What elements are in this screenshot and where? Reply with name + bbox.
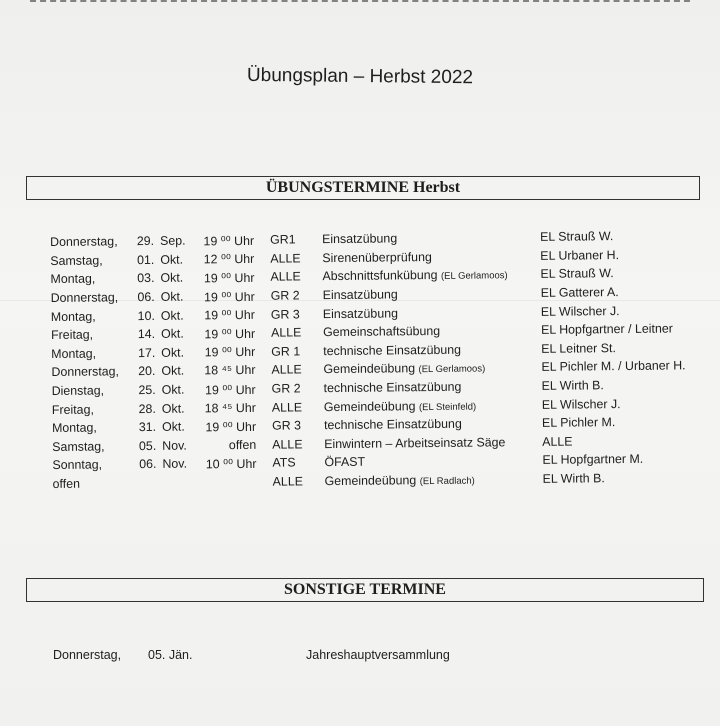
exercise-location-note: (EL Steinfeld)	[418, 401, 477, 413]
date-cell: 17.	[137, 345, 156, 360]
time-cell	[197, 472, 273, 491]
exercise-cell: Gemeindeübung (EL Gerlamoos)	[323, 361, 486, 377]
leader-cell: EL Leitner St.	[541, 340, 616, 356]
day-cell: Samstag,	[50, 253, 103, 268]
exercise-cell: Abschnittsfunkübung (EL Gerlamoos)	[322, 268, 508, 284]
month-cell: Okt.	[161, 364, 185, 379]
group-cell: ALLE	[270, 251, 301, 266]
exercise-location-note: (EL Radlach)	[419, 475, 475, 488]
month-cell: Okt.	[160, 326, 184, 342]
time-cell: 18 ⁴⁵ Uhr	[204, 363, 256, 378]
day-cell: Samstag,	[52, 439, 105, 454]
day-cell: Montag,	[50, 272, 96, 287]
group-cell: GR 2	[271, 381, 301, 396]
leader-cell: EL Strauß W.	[540, 266, 614, 282]
time-cell: 19 ⁰⁰ Uhr	[204, 308, 255, 323]
group-cell: ALLE	[272, 437, 303, 452]
month-cell: Okt.	[161, 345, 185, 360]
time-cell: 19 ⁰⁰ Uhr	[204, 345, 256, 360]
group-cell: GR 3	[271, 418, 302, 433]
date-cell: 05.	[138, 438, 157, 453]
leader-cell: EL Hopfgartner M.	[542, 452, 644, 468]
month-cell	[163, 473, 197, 492]
time-cell: 12 ⁰⁰ Uhr	[203, 252, 255, 267]
month-cell: Okt.	[160, 252, 184, 267]
time-cell: offen	[228, 437, 257, 452]
exercise-cell: ÖFAST	[324, 455, 366, 470]
exercise-cell: technische Einsatzübung	[323, 416, 462, 433]
day-cell: Sonntag,	[52, 457, 103, 473]
group-cell: GR 1	[271, 344, 301, 359]
month-cell: Okt.	[161, 401, 185, 416]
day-cell: offen	[52, 476, 81, 492]
leader-cell: ALLE	[542, 434, 573, 449]
day-cell: Donnerstag,	[50, 234, 118, 250]
time-cell: 19 ⁰⁰ Uhr	[203, 233, 255, 249]
day-cell: Donnerstag,	[50, 290, 119, 306]
date-cell: 31.	[138, 420, 157, 435]
section-heading-exercises: ÜBUNGSTERMINE Herbst	[26, 176, 700, 200]
month-cell: Nov.	[162, 457, 188, 472]
time-cell: 10 ⁰⁰ Uhr	[205, 456, 257, 472]
exercise-location-note: (EL Gerlamoos)	[440, 270, 508, 283]
leader-cell: EL Pichler M. / Urbaner H.	[541, 358, 686, 375]
date-cell: 01.	[136, 252, 155, 267]
month-cell: Okt.	[160, 289, 184, 304]
date-cell: 29.	[136, 234, 155, 249]
schedule-table	[50, 226, 703, 493]
exercise-cell: Einwintern – Arbeitseinsatz Säge	[324, 435, 506, 451]
section-heading-other: SONSTIGE TERMINE	[26, 578, 704, 602]
date-cell	[129, 474, 163, 493]
time-cell: 19 ⁰⁰ Uhr	[204, 326, 256, 342]
exercise-cell: Einsatzübung	[322, 306, 399, 321]
group-cell: GR1	[270, 232, 296, 247]
day-cell: Montag,	[51, 346, 97, 361]
other-event: Jahreshauptversammlung	[306, 648, 450, 662]
date-cell: 28.	[138, 401, 156, 416]
group-cell: GR 3	[270, 307, 300, 322]
other-day: Donnerstag,	[53, 648, 122, 662]
leader-cell: EL Gatterer A.	[540, 285, 619, 300]
group-cell: ALLE	[272, 474, 304, 489]
leader-cell: EL Hopfgartner / Leitner	[540, 321, 673, 338]
leader-cell: EL Wirth B.	[542, 471, 605, 486]
month-cell: Sep.	[160, 233, 186, 249]
time-cell: 18 ⁴⁵ Uhr	[204, 400, 256, 416]
day-cell: Donnerstag,	[51, 364, 120, 380]
exercise-cell: Gemeinschaftsübung	[322, 324, 441, 340]
month-cell: Okt.	[161, 419, 185, 435]
day-cell: Dienstag,	[51, 383, 105, 399]
group-cell: ALLE	[271, 400, 303, 415]
date-cell: 20.	[138, 364, 156, 379]
group-cell: ALLE	[271, 362, 302, 378]
month-cell: Okt.	[160, 308, 184, 323]
time-cell: 19 ⁰⁰ Uhr	[203, 270, 255, 286]
leader-cell: EL Urbaner H.	[540, 247, 620, 263]
month-cell: Okt.	[161, 382, 185, 397]
time-cell: 19 ⁰⁰ Uhr	[205, 419, 257, 435]
exercise-cell: technische Einsatzübung	[323, 342, 462, 359]
month-cell: Nov.	[162, 438, 187, 453]
exercise-cell: Gemeindeübung (EL Radlach)	[324, 473, 475, 489]
month-cell: Okt.	[160, 271, 184, 286]
leader-cell: EL Wirth B.	[541, 378, 604, 393]
group-cell: ATS	[272, 455, 296, 471]
exercise-cell: Gemeindeübung (EL Steinfeld)	[323, 398, 477, 414]
exercise-cell: Einsatzübung	[322, 287, 398, 303]
time-cell: 19 ⁰⁰ Uhr	[205, 382, 256, 397]
date-cell: 25.	[138, 382, 156, 398]
day-cell: Montag,	[50, 309, 96, 324]
page-title: Übungsplan – Herbst 2022	[246, 64, 474, 89]
page-top-border	[30, 0, 690, 6]
group-cell: ALLE	[270, 269, 301, 285]
time-cell: 19 ⁰⁰ Uhr	[204, 289, 255, 304]
date-cell: 14.	[137, 327, 156, 342]
date-cell: 03.	[137, 271, 155, 286]
group-cell: GR 2	[270, 288, 300, 303]
day-cell: Freitag,	[51, 402, 94, 417]
exercise-location-note: (EL Gerlamoos)	[418, 363, 486, 376]
other-date: 05. Jän.	[148, 648, 193, 662]
exercise-cell: Sirenenüberprüfung	[322, 249, 432, 266]
leader-cell: EL Strauß W.	[539, 229, 614, 245]
leader-cell: EL Wilscher J.	[540, 303, 620, 319]
leader-cell: EL Wilscher J.	[541, 396, 621, 412]
leader-cell: EL Pichler M.	[541, 415, 616, 431]
day-cell: Freitag,	[50, 327, 94, 343]
date-cell: 10.	[137, 308, 155, 323]
date-cell: 06.	[137, 289, 155, 305]
group-cell: ALLE	[270, 325, 302, 340]
exercise-cell: Einsatzübung	[322, 231, 398, 247]
date-cell: 06.	[139, 457, 157, 472]
exercise-cell: technische Einsatzübung	[323, 379, 462, 396]
day-cell: Montag,	[51, 420, 97, 436]
